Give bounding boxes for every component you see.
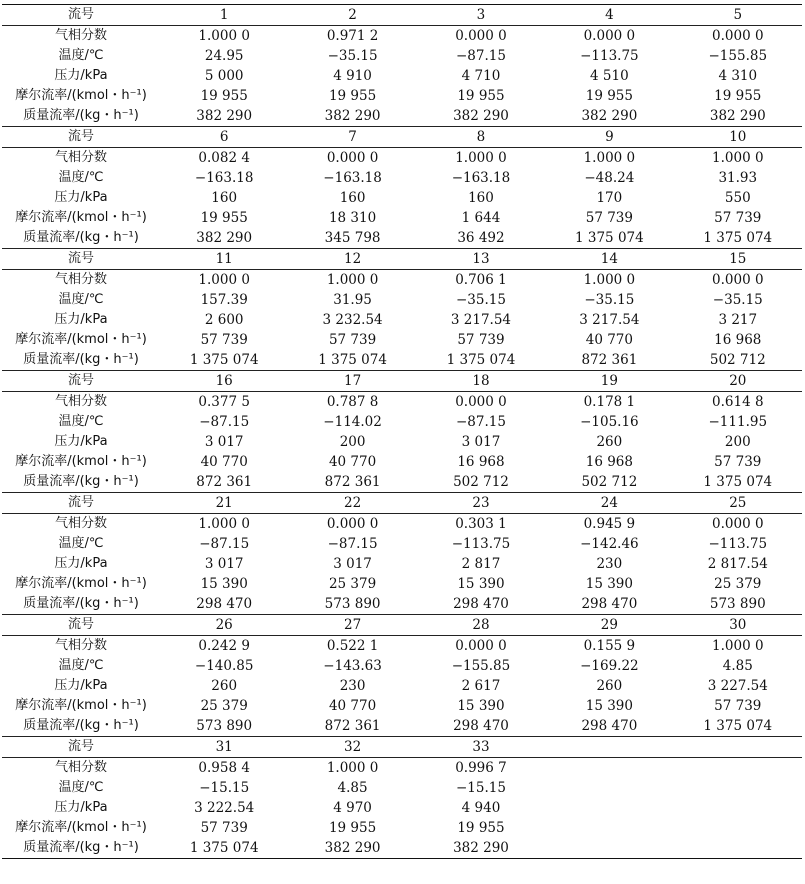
table-row	[2, 636, 802, 657]
stream-number: 5	[674, 5, 802, 26]
table-cell: −87.15	[455, 414, 506, 430]
table-cell: −114.02	[323, 414, 382, 430]
table-cell: 0.945 9	[583, 516, 636, 532]
row-label: 气相分数	[54, 272, 107, 287]
table-row	[2, 838, 802, 859]
table-row	[2, 574, 802, 594]
table-cell	[674, 778, 802, 798]
stream-number: 7	[288, 127, 416, 148]
stream-header-row	[2, 249, 802, 270]
table-cell: 18 310	[328, 210, 377, 226]
stream-number: 20	[674, 371, 802, 392]
table-cell: 4 940	[461, 800, 501, 816]
stream-data-table	[2, 4, 802, 859]
table-cell: 1 375 074	[575, 230, 644, 246]
stream-number: 33	[417, 737, 545, 758]
stream-header-row	[2, 737, 802, 758]
table-cell: 15 390	[585, 576, 633, 592]
stream-number: 27	[288, 615, 416, 636]
table-cell: 0.000 0	[455, 28, 507, 44]
table-cell: −113.75	[708, 536, 768, 552]
stream-number: 31	[160, 737, 288, 758]
stream-number: 11	[160, 249, 288, 270]
table-cell: 3 232.54	[322, 312, 383, 328]
table-cell: 382 290	[709, 108, 766, 124]
table-cell: 36 492	[457, 230, 505, 246]
table-cell: −35.15	[584, 292, 635, 308]
table-row	[2, 350, 802, 371]
table-row	[2, 168, 802, 188]
table-cell: 15 390	[200, 576, 248, 592]
table-cell: 3 227.54	[707, 678, 768, 694]
table-cell: 573 890	[324, 596, 381, 612]
table-cell: 19 955	[200, 210, 248, 226]
table-cell: 382 290	[324, 108, 381, 124]
row-label: 温度/℃	[58, 292, 104, 307]
table-cell: 0.303 1	[455, 516, 507, 532]
row-label: 质量流率/(kg・h⁻¹)	[23, 596, 139, 611]
table-row	[2, 26, 802, 47]
table-cell: 19 955	[457, 820, 505, 836]
table-cell: 19 955	[328, 820, 377, 836]
table-cell: 19 955	[200, 88, 248, 104]
table-row	[2, 554, 802, 574]
table-cell: −35.15	[712, 292, 763, 308]
row-label: 温度/℃	[58, 48, 104, 63]
table-cell: 4 510	[590, 68, 629, 84]
table-cell: 2 817	[461, 556, 501, 572]
table-row	[2, 412, 802, 432]
table-row	[2, 106, 802, 127]
table-cell: 16 968	[457, 454, 505, 470]
table-cell: 25 379	[328, 576, 377, 592]
table-cell: 382 290	[417, 838, 545, 859]
stream-number: 8	[417, 127, 545, 148]
table-row	[2, 656, 802, 676]
table-cell: 0.971 2	[326, 28, 379, 44]
table-cell: −140.85	[194, 658, 254, 674]
table-row	[2, 696, 802, 716]
stream-header-label: 流号	[2, 127, 160, 148]
table-cell: 24.95	[204, 48, 244, 64]
row-label: 温度/℃	[58, 536, 104, 551]
table-cell: 57 739	[585, 210, 633, 226]
table-cell: 0.522 1	[326, 638, 379, 654]
table-cell: 550	[724, 190, 751, 206]
stream-number: 3	[417, 5, 545, 26]
table-cell: 160	[211, 190, 238, 206]
table-cell: 1 375 074	[703, 718, 773, 734]
table-cell: 0.000 0	[326, 150, 379, 166]
table-cell: −105.16	[580, 414, 639, 430]
table-cell: 298 470	[453, 596, 509, 612]
table-cell: 1.000 0	[326, 760, 379, 776]
table-row	[2, 472, 802, 493]
table-cell: 3 017	[461, 434, 501, 450]
table-cell: 19 955	[714, 88, 762, 104]
table-cell	[545, 758, 673, 779]
row-label: 温度/℃	[58, 780, 104, 795]
stream-number: 25	[674, 493, 802, 514]
table-cell: 573 890	[709, 596, 766, 612]
table-cell: 19 955	[328, 88, 377, 104]
table-cell: 382 290	[196, 230, 253, 246]
row-label: 压力/kPa	[54, 434, 108, 449]
table-cell: −142.46	[580, 536, 639, 552]
table-row	[2, 86, 802, 106]
table-cell: 298 470	[453, 718, 509, 734]
stream-header-label: 流号	[2, 371, 160, 392]
table-cell: 1 375 074	[160, 838, 288, 859]
table-cell: 40 770	[328, 698, 377, 714]
table-cell: 1.000 0	[326, 272, 379, 288]
table-cell: 872 361	[324, 474, 381, 490]
table-cell: 1 375 074	[189, 352, 259, 368]
table-cell: 872 361	[324, 718, 381, 734]
table-cell: 4.85	[722, 658, 753, 674]
table-cell: 1 375 074	[318, 352, 387, 368]
table-cell: 260	[596, 678, 623, 694]
table-cell: 0.706 1	[455, 272, 507, 288]
row-label: 质量流率/(kg・h⁻¹)	[2, 838, 160, 859]
table-cell: 160	[339, 190, 366, 206]
table-cell: −15.15	[455, 780, 506, 796]
table-cell: 0.787 8	[326, 394, 379, 410]
table-row	[2, 66, 802, 86]
table-cell: 40 770	[585, 332, 633, 348]
table-cell: 19 955	[457, 88, 505, 104]
table-row	[2, 310, 802, 330]
row-label: 摩尔流率/(kmol・h⁻¹)	[15, 454, 147, 469]
stream-number: 24	[545, 493, 673, 514]
table-cell: 0.000 0	[712, 516, 764, 532]
table-cell: −143.63	[323, 658, 382, 674]
table-cell: 230	[339, 678, 366, 694]
table-cell: 15 390	[585, 698, 633, 714]
table-cell: 260	[211, 678, 238, 694]
table-cell: 0.082 4	[198, 150, 250, 166]
table-cell: 1.000 0	[712, 150, 764, 166]
table-cell: 1.000 0	[583, 150, 636, 166]
table-cell: 1.000 0	[583, 272, 636, 288]
row-label: 温度/℃	[58, 414, 104, 429]
stream-header-label: 流号	[2, 493, 160, 514]
table-cell	[674, 838, 802, 859]
table-cell: 872 361	[196, 474, 253, 490]
table-cell: 298 470	[196, 596, 253, 612]
table-row	[2, 432, 802, 452]
stream-number: 9	[545, 127, 673, 148]
table-row	[2, 208, 802, 228]
table-cell: 4 710	[461, 68, 501, 84]
table-cell: 1 375 074	[703, 230, 773, 246]
row-label: 压力/kPa	[54, 68, 108, 83]
table-row	[2, 270, 802, 291]
table-cell: 1.000 0	[712, 638, 764, 654]
table-row	[2, 188, 802, 208]
row-label: 摩尔流率/(kmol・h⁻¹)	[15, 88, 147, 103]
table-cell: 382 290	[196, 108, 253, 124]
row-label: 质量流率/(kg・h⁻¹)	[23, 474, 139, 489]
table-cell: 3 017	[204, 556, 244, 572]
table-cell: 57 739	[200, 820, 248, 836]
table-cell	[545, 838, 673, 859]
row-label: 气相分数	[54, 516, 107, 531]
stream-number: 6	[160, 127, 288, 148]
table-cell: −169.22	[580, 658, 639, 674]
table-cell: −155.85	[451, 658, 511, 674]
table-cell: 502 712	[581, 474, 638, 490]
table-cell: 0.242 9	[198, 638, 250, 654]
table-cell: 157.39	[200, 292, 248, 308]
table-cell: −163.18	[451, 170, 511, 186]
stream-header-row	[2, 615, 802, 636]
table-cell: 3 217.54	[579, 312, 640, 328]
table-cell: 57 739	[714, 210, 762, 226]
table-row	[2, 148, 802, 169]
table-cell: 4.85	[337, 780, 368, 796]
stream-number: 4	[545, 5, 673, 26]
table-cell: 230	[596, 556, 623, 572]
row-label: 质量流率/(kg・h⁻¹)	[23, 230, 139, 245]
table-row	[2, 716, 802, 737]
row-label: 温度/℃	[58, 170, 104, 185]
row-label: 压力/kPa	[54, 312, 108, 327]
table-cell: −35.15	[455, 292, 506, 308]
stream-header-row	[2, 493, 802, 514]
table-cell: 1.000 0	[198, 516, 250, 532]
stream-header-row	[2, 5, 802, 26]
table-cell: 57 739	[328, 332, 377, 348]
table-row	[2, 290, 802, 310]
table-cell: 40 770	[200, 454, 248, 470]
table-cell: 0.155 9	[583, 638, 636, 654]
table-cell: 16 968	[714, 332, 762, 348]
table-cell: 382 290	[288, 838, 416, 859]
stream-number: 17	[288, 371, 416, 392]
row-label: 气相分数	[54, 150, 107, 165]
row-label: 摩尔流率/(kmol・h⁻¹)	[15, 820, 147, 835]
table-cell: 298 470	[581, 718, 638, 734]
stream-header-row	[2, 127, 802, 148]
table-cell	[545, 798, 673, 818]
row-label: 摩尔流率/(kmol・h⁻¹)	[15, 210, 147, 225]
table-cell: 5 000	[204, 68, 244, 84]
table-cell: −87.15	[327, 536, 378, 552]
table-cell: 0.377 5	[198, 394, 250, 410]
stream-number: 16	[160, 371, 288, 392]
table-row	[2, 758, 802, 779]
table-cell: 0.000 0	[712, 272, 764, 288]
table-cell	[674, 798, 802, 818]
table-cell	[674, 758, 802, 779]
table-cell: 345 798	[324, 230, 381, 246]
table-cell: −155.85	[708, 48, 768, 64]
row-label: 质量流率/(kg・h⁻¹)	[23, 108, 139, 123]
table-cell	[545, 778, 673, 798]
stream-number	[674, 737, 802, 758]
table-cell: 0.000 0	[455, 394, 507, 410]
table-cell: 0.000 0	[455, 638, 507, 654]
table-cell: −163.18	[194, 170, 254, 186]
table-cell: 502 712	[453, 474, 509, 490]
table-row	[2, 46, 802, 66]
table-cell: 40 770	[328, 454, 377, 470]
table-row	[2, 798, 802, 818]
table-cell: 2 817.54	[707, 556, 768, 572]
table-cell: −87.15	[199, 414, 250, 430]
stream-number: 14	[545, 249, 673, 270]
table-cell: 872 361	[581, 352, 638, 368]
table-row	[2, 818, 802, 838]
table-cell: 3 017	[204, 434, 244, 450]
table-cell: 4 310	[718, 68, 758, 84]
table-cell: 0.000 0	[326, 516, 379, 532]
stream-number: 15	[674, 249, 802, 270]
stream-number: 18	[417, 371, 545, 392]
table-cell: 160	[468, 190, 494, 206]
table-cell: 31.95	[333, 292, 372, 308]
table-cell: 3 217	[718, 312, 758, 328]
table-cell: 2 617	[461, 678, 501, 694]
row-label: 质量流率/(kg・h⁻¹)	[23, 352, 139, 367]
row-label: 摩尔流率/(kmol・h⁻¹)	[15, 576, 147, 591]
stream-number: 26	[160, 615, 288, 636]
table-row	[2, 228, 802, 249]
stream-number: 1	[160, 5, 288, 26]
row-label: 压力/kPa	[54, 800, 108, 815]
table-cell: −48.24	[584, 170, 635, 186]
table-cell: 0.614 8	[712, 394, 764, 410]
row-label: 压力/kPa	[54, 556, 108, 571]
table-row	[2, 534, 802, 554]
stream-number: 2	[288, 5, 416, 26]
stream-header-row	[2, 371, 802, 392]
table-cell: 57 739	[200, 332, 248, 348]
table-cell: 25 379	[200, 698, 248, 714]
table-cell: 25 379	[714, 576, 762, 592]
table-cell: −87.15	[455, 48, 506, 64]
table-cell: 3 222.54	[194, 800, 255, 816]
table-cell: 0.178 1	[583, 394, 636, 410]
stream-number: 29	[545, 615, 673, 636]
row-label: 摩尔流率/(kmol・h⁻¹)	[15, 698, 147, 713]
table-row	[2, 676, 802, 696]
table-body	[2, 5, 802, 859]
table-cell: 1 375 074	[703, 474, 773, 490]
table-cell: 15 390	[457, 576, 505, 592]
stream-number: 13	[417, 249, 545, 270]
table-cell: 200	[724, 434, 751, 450]
stream-number: 10	[674, 127, 802, 148]
table-cell: 1.000 0	[198, 28, 250, 44]
table-cell: 19 955	[585, 88, 633, 104]
table-cell: 382 290	[453, 108, 509, 124]
table-cell: 298 470	[581, 596, 638, 612]
table-cell: 57 739	[714, 698, 762, 714]
table-cell: 2 600	[204, 312, 244, 328]
table-cell: −35.15	[327, 48, 378, 64]
table-cell: 0.996 7	[455, 760, 507, 776]
table-cell	[545, 818, 673, 838]
table-cell: 502 712	[709, 352, 766, 368]
stream-header-label: 流号	[2, 249, 160, 270]
row-label: 气相分数	[54, 760, 107, 775]
table-cell: 1 375 074	[446, 352, 516, 368]
table-row	[2, 514, 802, 535]
stream-header-label: 流号	[2, 737, 160, 758]
table-cell: 16 968	[585, 454, 633, 470]
table-cell: 57 739	[714, 454, 762, 470]
stream-number: 21	[160, 493, 288, 514]
table-row	[2, 778, 802, 798]
row-label: 质量流率/(kg・h⁻¹)	[23, 718, 139, 733]
row-label: 压力/kPa	[54, 190, 108, 205]
table-row	[2, 452, 802, 472]
row-label: 温度/℃	[58, 658, 104, 673]
stream-number: 30	[674, 615, 802, 636]
table-cell: −163.18	[323, 170, 382, 186]
row-label: 气相分数	[54, 638, 107, 653]
table-cell: 3 017	[333, 556, 372, 572]
stream-number: 22	[288, 493, 416, 514]
row-label: 气相分数	[54, 28, 107, 43]
table-cell: 260	[596, 434, 623, 450]
stream-header-label: 流号	[2, 5, 160, 26]
table-cell: 15 390	[457, 698, 505, 714]
stream-number: 32	[288, 737, 416, 758]
stream-number: 28	[417, 615, 545, 636]
table-cell: 0.000 0	[712, 28, 764, 44]
table-cell: −113.75	[580, 48, 639, 64]
table-row	[2, 392, 802, 413]
row-label: 气相分数	[54, 394, 107, 409]
stream-header-label: 流号	[2, 615, 160, 636]
table-cell: 170	[596, 190, 623, 206]
table-cell: −87.15	[199, 536, 250, 552]
row-label: 摩尔流率/(kmol・h⁻¹)	[15, 332, 147, 347]
table-cell: 3 217.54	[450, 312, 512, 328]
table-row	[2, 594, 802, 615]
stream-number	[545, 737, 673, 758]
table-cell: 31.93	[718, 170, 758, 186]
table-cell: 1.000 0	[198, 272, 250, 288]
stream-number: 23	[417, 493, 545, 514]
table-cell: −15.15	[199, 780, 250, 796]
table-cell: 57 739	[457, 332, 505, 348]
stream-number: 19	[545, 371, 673, 392]
table-cell: −111.95	[708, 414, 768, 430]
table-cell	[674, 818, 802, 838]
table-cell: 200	[339, 434, 366, 450]
stream-number: 12	[288, 249, 416, 270]
table-cell: 1 644	[461, 210, 501, 226]
table-cell: 0.000 0	[583, 28, 636, 44]
table-cell: 0.958 4	[198, 760, 250, 776]
table-row	[2, 330, 802, 350]
table-cell: −113.75	[451, 536, 511, 552]
table-cell: 4 910	[333, 68, 372, 84]
row-label: 压力/kPa	[54, 678, 108, 693]
table-cell: 4 970	[333, 800, 372, 816]
table-cell: 382 290	[581, 108, 638, 124]
table-cell: 573 890	[196, 718, 253, 734]
table-cell: 1.000 0	[455, 150, 507, 166]
